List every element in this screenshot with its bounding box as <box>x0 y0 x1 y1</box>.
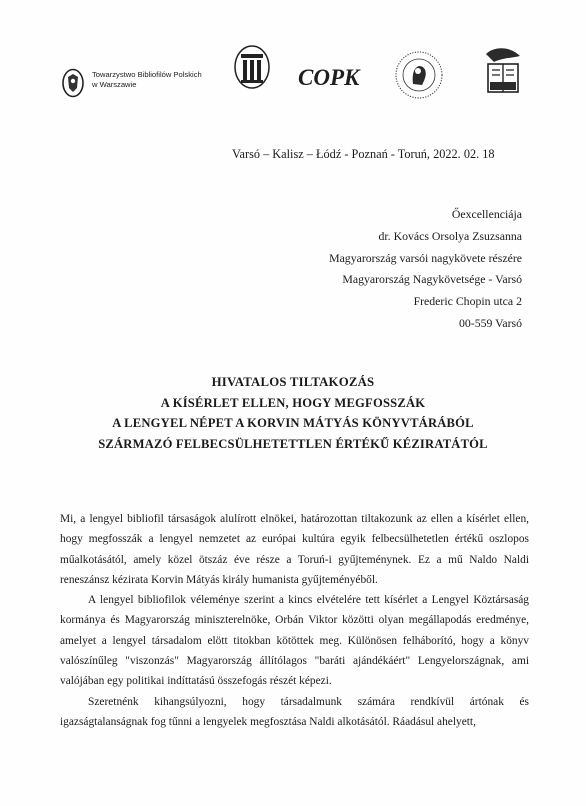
bibliophile-logo-icon <box>234 44 270 90</box>
address-line-5: Frederic Chopin utca 2 <box>413 294 522 309</box>
header-logos <box>58 42 528 102</box>
body-paragraph-1: Mi, a lengyel bibliofil társaságok alulírott elnökei, határozottan tiltakozunk az ellen a kísérlet ellen, hogy megfosszák a lengyel nemzetet az európai kultúra egyik felbecsülhetetlen értékű oszlopos műalkotásától, amely közel ötszáz éve része a Toruń-i gyűjteménynek. Ez a mű Naldo Naldi reneszánsz kézirata Korvin Mátyás király humanista gyűjteményéből. <box>60 513 529 586</box>
society-seal-icon <box>62 68 84 98</box>
portrait-seal-icon <box>394 50 444 100</box>
address-line-1: Őexcellenciája <box>451 207 522 221</box>
recipient-address <box>329 204 522 335</box>
address-line-2: dr. Kovács Orsolya Zsuzsanna <box>378 228 522 243</box>
address-line-3: Magyarország varsói nagykövete részére <box>329 250 522 265</box>
org-name-line2: w Warszawie <box>92 80 137 89</box>
title-line-1: HIVATALOS TILTAKOZÁS <box>211 375 375 389</box>
org-name-line1: Towarzystwo Bibliofilów Polskich <box>92 70 202 79</box>
address-line-6: 00-559 Varsó <box>458 315 522 330</box>
copk-logo-text: COPK <box>298 65 360 90</box>
copk-logo-icon <box>296 64 366 90</box>
date-line: Varsó – Kalisz – Łódź - Poznań - Toruń, 2022. 02. 18 <box>232 147 495 161</box>
org-header <box>62 68 222 102</box>
address-line-4: Magyarország Nagykövetsége - Varsó <box>342 272 522 287</box>
org-name <box>92 70 202 90</box>
copk-logo <box>296 64 366 90</box>
title-line-2: A KÍSÉRLET ELLEN, HOGY MEGFOSSZÁK <box>160 395 426 410</box>
letter-title <box>40 372 546 454</box>
body-paragraph-3: Szeretnénk kihangsúlyozni, hogy társadalmunk számára rendkívül ártónak és igazságtalanságnak fog tűnni a lengyelek megfosztása Naldi alkotásától. Ráadásul ahelyett, <box>60 695 529 728</box>
title-line-3: A LENGYEL NÉPET A KORVIN MÁTYÁS KÖNYVTÁRÁBÓL <box>112 416 474 430</box>
book-fish-logo-icon <box>480 44 526 96</box>
title-line-4: SZÁRMAZÓ FELBECSÜLHETETTLEN ÉRTÉKŰ KÉZIRATÁTÓL <box>98 436 488 451</box>
body-paragraph-2: A lengyel bibliofilok véleménye szerint a kincs elvételére tett kísérlet a Lengyel Köztársaság kormánya és Magyarország miniszterelnöke, Orbán Viktor közötti olyan megállapodás eredménye, amelyet a lengyel társadalom elött titokban kötöttek meg. Különösen felháborító, hogy a könyv valószínűleg "viszonzás" Magyarország állítólagos "baráti ajándékáért" Lengyelországnak, ami valójában egy politikai indíttatású összefogás részét képezi. <box>60 594 529 688</box>
letter-body <box>60 509 529 732</box>
